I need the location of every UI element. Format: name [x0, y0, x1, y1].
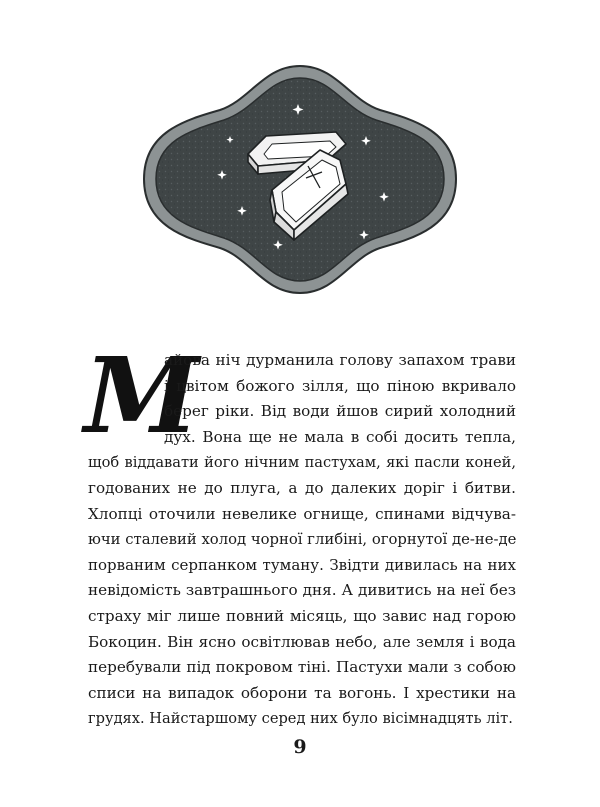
drop-cap-letter: М — [84, 334, 200, 457]
chapter-emblem — [140, 62, 460, 297]
text-line: порваним серпанком туману. Звідти дивилась на них — [88, 555, 516, 574]
page-number: 9 — [293, 736, 307, 758]
text-line: айова ніч дурманила голову запахом трави — [164, 351, 516, 369]
text-line: списи на випадок оборони та вогонь. І хрестики на — [88, 683, 516, 702]
text-line: берег ріки. Від води йшов сирий холодний — [164, 402, 516, 421]
text-line: ючи сталевий холод чорної глибіні, огорнутої де-не-де — [88, 531, 517, 549]
text-line: грудях. Найстаршому серед них було вісімнадцять літ. — [88, 710, 513, 728]
text-line: страху міг лише повний місяць, що завис над горою — [88, 606, 516, 625]
text-line: і цвітом божого зілля, що піною вкривало — [164, 376, 516, 395]
text-line: щоб віддавати його нічним пастухам, які пасли коней, — [88, 454, 516, 472]
text-line: перебували під покровом тіні. Пастухи мали з собою — [88, 658, 516, 677]
text-line: годованих не до плуга, а до далеких доріг і битви. — [88, 478, 516, 497]
body-text — [88, 348, 516, 732]
text-line: дух. Вона ще не мала в собі досить тепла, — [164, 427, 516, 446]
text-line: невідомість завтрашнього дня. А дивитись на неї без — [88, 581, 516, 600]
text-line: Бокоцин. Він ясно освітлював небо, але земля і вода — [88, 632, 516, 651]
text-line: Хлопці оточили невелике огнище, спинами відчува- — [88, 504, 516, 523]
